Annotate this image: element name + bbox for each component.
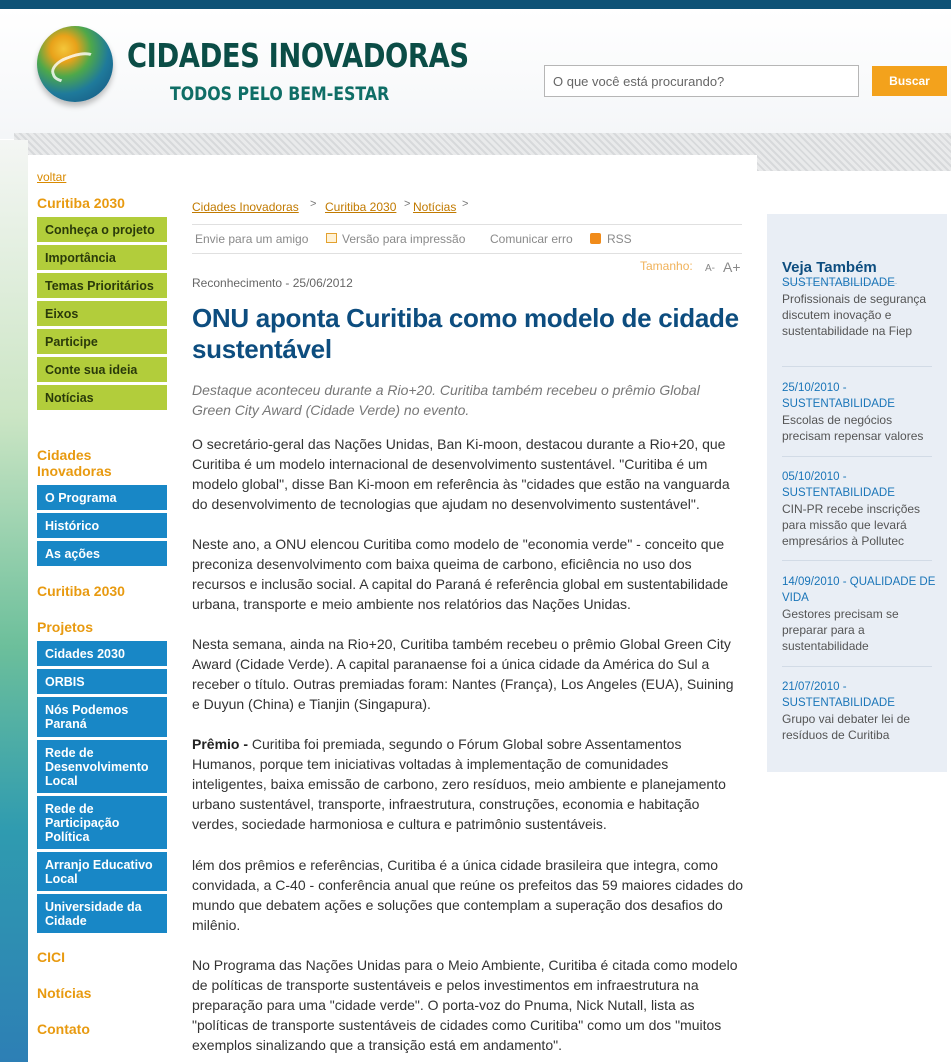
- divider: [192, 253, 742, 254]
- sidebar-item-universidade-da-cidade[interactable]: Universidade da Cidade: [37, 894, 167, 933]
- font-size-label: Tamanho:: [640, 259, 693, 273]
- breadcrumb-item-noticias[interactable]: Notícias: [413, 200, 457, 214]
- search-button[interactable]: Buscar: [872, 66, 947, 96]
- related-item-date: 14/09/2010 - QUALIDADE DE VIDA: [782, 576, 936, 604]
- related-item-link[interactable]: Grupo vai debater lei de resíduos de Curitiba: [782, 712, 911, 742]
- sidebar-item-arranjo-educativo-local[interactable]: Arranjo Educativo Local: [37, 852, 167, 891]
- sidebar-section-noticias[interactable]: Notícias: [37, 985, 92, 1001]
- site-subtitle: TODOS PELO BEM-ESTAR: [170, 83, 390, 105]
- related-item-date: 05/10/2010 - SUSTENTABILIDADE: [782, 471, 895, 499]
- email-friend-link[interactable]: Envie para um amigo: [195, 232, 309, 246]
- top-strip: [0, 0, 951, 9]
- sidebar-item-conte-sua-ideia[interactable]: Conte sua ideia: [37, 357, 167, 382]
- related-title: Veja Também: [782, 259, 877, 276]
- breadcrumb-separator: >: [404, 198, 411, 210]
- related-item-link[interactable]: CIN-PR recebe inscrições para missão que levará empresários à Pollutec: [782, 502, 921, 548]
- article-paragraph: lém dos prêmios e referências, Curitiba é a única cidade brasileira que integra, como convidada, a C-40 - conferência anual que reúne os prefeitos das 59 maiores cidades do mundo que debatem ações e soluções que contemplam a superação dos desafios do milênio.: [192, 857, 744, 933]
- related-item-link[interactable]: Escolas de negócios precisam repensar valores: [782, 413, 924, 443]
- divider: [782, 456, 932, 457]
- sidebar-item-participe[interactable]: Participe: [37, 329, 167, 354]
- article-paragraph: [192, 734, 744, 834]
- divider: [782, 666, 932, 667]
- sidebar-item-orbis[interactable]: ORBIS: [37, 669, 167, 694]
- breadcrumb-separator: >: [462, 198, 469, 210]
- related-item-link[interactable]: Profissionais de segurança discutem inovação e sustentabilidade na Fiep: [782, 292, 927, 338]
- premio-label: Prêmio -: [192, 736, 249, 752]
- sidebar-section-contato[interactable]: Contato: [37, 1021, 90, 1037]
- article-paragraph: Neste ano, a ONU elencou Curitiba como modelo de "economia verde" - conceito que preconiza desenvolvimento com baixa queima de carbono, eficiência no uso dos recursos e inclusão social. A capital do Paraná é referência global em sustentabilidade urbana, transporte e meio ambiente nos relatórios das Nações Unidas.: [192, 536, 729, 612]
- print-version-link[interactable]: Versão para impressão: [342, 232, 466, 246]
- font-increase-button[interactable]: A+: [723, 259, 741, 275]
- left-decoration: [0, 140, 28, 1062]
- site-title[interactable]: CIDADES INOVADORAS: [127, 36, 469, 75]
- sidebar-item-as-acoes[interactable]: As ações: [37, 541, 167, 566]
- breadcrumb-item-cidades-inovadoras[interactable]: Cidades Inovadoras: [192, 200, 299, 214]
- sidebar-section-cidades-inovadoras[interactable]: Cidades Inovadoras: [37, 447, 112, 479]
- article-paragraph: No Programa das Nações Unidas para o Meio Ambiente, Curitiba é citada como modelo de políticas de transporte sustentáveis e pelos investimentos em infraestrutura na preparação para uma "cidade verde". O porta-voz do Pnuma, Nick Nutall, lista as "políticas de transporte sustentáveis de cidades como Curitiba" como um dos "muitos exemplos sinalizando que a transição está em andamento".: [192, 957, 738, 1053]
- font-decrease-button[interactable]: A-: [705, 263, 715, 274]
- back-link[interactable]: voltar: [37, 170, 67, 184]
- sidebar-item-o-programa[interactable]: O Programa: [37, 485, 167, 510]
- sidebar-section-curitiba-2030[interactable]: Curitiba 2030: [37, 195, 125, 211]
- sidebar-section-projetos[interactable]: Projetos: [37, 619, 94, 635]
- article-lead: Destaque aconteceu durante a Rio+20. Curitiba também recebeu o prêmio Global Green City Award (Cidade Verde) no evento.: [192, 382, 700, 418]
- rss-icon[interactable]: [590, 233, 601, 244]
- sidebar-section-curitiba-2030-b[interactable]: Curitiba 2030: [37, 583, 125, 599]
- rss-link[interactable]: RSS: [607, 232, 632, 246]
- sidebar-item-nos-podemos-parana[interactable]: Nós Podemos Paraná: [37, 697, 167, 737]
- divider: [782, 560, 932, 561]
- related-item-date: SUSTENTABILIDADE: [782, 277, 895, 289]
- globe-logo-icon[interactable]: [37, 26, 113, 102]
- related-item-date: 21/07/2010 - SUSTENTABILIDADE: [782, 681, 895, 709]
- search-input[interactable]: [544, 65, 859, 97]
- sidebar-item-cidades-2030[interactable]: Cidades 2030: [37, 641, 167, 666]
- premio-text: Curitiba foi premiada, segundo o Fórum Global sobre Assentamentos Humanos, porque tem iniciativas voltadas à implementação de comunidades inteligentes, baixa emissão de carbono, zero resíduos, meio ambiente e planejamento urbano sustentável, transporte, infraestrutura, construções, economia e habitação verdes, sociedade harmoniosa e cultura e patrimônio sustentáveis.: [192, 736, 726, 832]
- printer-icon[interactable]: [326, 233, 337, 243]
- breadcrumb-separator: >: [310, 198, 317, 210]
- sidebar-item-noticias[interactable]: Notícias: [37, 385, 167, 410]
- article-headline: ONU aponta Curitiba como modelo de cidade sustentável: [192, 303, 739, 364]
- breadcrumb-item-curitiba-2030[interactable]: Curitiba 2030: [325, 200, 397, 214]
- related-item-link[interactable]: Gestores precisam se preparar para a sustentabilidade: [782, 607, 899, 653]
- sidebar-item-temas-prioritarios[interactable]: Temas Prioritários: [37, 273, 167, 298]
- sidebar-item-rede-desenvolvimento-local[interactable]: Rede de Desenvolvimento Local: [37, 740, 167, 793]
- divider: [782, 366, 932, 367]
- sidebar-item-importancia[interactable]: Importância: [37, 245, 167, 270]
- article-paragraph: O secretário-geral das Nações Unidas, Ban Ki-moon, destacou durante a Rio+20, que Curitiba é um modelo internacional de desenvolvimento sustentável. "Curitiba é um modelo global", disse Ban Ki-moon em referência às "cidades que estão na vanguarda do desenvolvimento de tecnologias que ajudam no desenvolvimento sustentável".: [192, 436, 730, 512]
- related-item-date: 25/10/2010 - SUSTENTABILIDADE: [782, 382, 895, 410]
- sidebar-section-cici[interactable]: CICI: [37, 949, 65, 965]
- report-error-link[interactable]: Comunicar erro: [490, 232, 573, 246]
- sidebar-item-conheca-o-projeto[interactable]: Conheça o projeto: [37, 217, 167, 242]
- article-meta: Reconhecimento - 25/06/2012: [192, 276, 353, 290]
- article-paragraph: Nesta semana, ainda na Rio+20, Curitiba também recebeu o prêmio Global Green City Award (Cidade Verde). A capital paranaense foi a única cidade da América do Sul a receber o título. Outras premiadas foram: Nantes (França), Los Angeles (EUA), Suining e Duyun (China) e Tianjin (Singapura).: [192, 636, 734, 712]
- sidebar-item-eixos[interactable]: Eixos: [37, 301, 167, 326]
- divider: [192, 224, 742, 225]
- sidebar-item-rede-participacao-politica[interactable]: Rede de Participação Política: [37, 796, 167, 849]
- sidebar-item-historico[interactable]: Histórico: [37, 513, 167, 538]
